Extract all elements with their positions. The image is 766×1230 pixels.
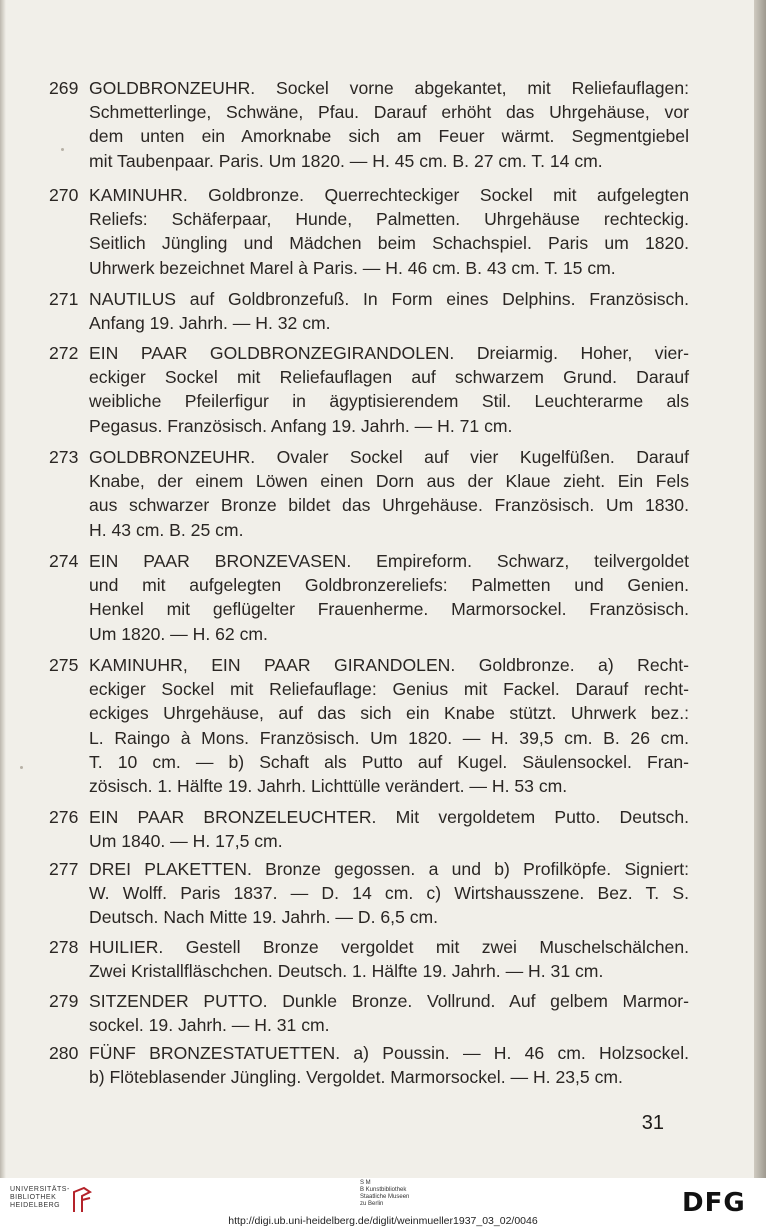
source-url[interactable]: http://digi.ub.uni-heidelberg.de/diglit/weinmueller1937_03_02/0046: [228, 1215, 538, 1227]
entry-line: Um 1820. — H. 62 cm.: [89, 623, 268, 644]
entry-line: W. Wolff. Paris 1837. — D. 14 cm. c) Wirtshausszene. Bez. T. S.: [89, 883, 689, 904]
entry-text: [89, 76, 689, 173]
entry-line: L. Raingo à Mons. Französisch. Um 1820. — H. 39,5 cm. B. 26 cm.: [89, 727, 689, 748]
entry-line: DREI PLAKETTEN. Bronze gegossen. a und b) Profilköpfe. Signiert:: [89, 859, 689, 879]
dfg-logo[interactable]: DFG: [682, 1188, 746, 1218]
entry-number: 272: [49, 343, 79, 363]
entry-line: Seitlich Jüngling und Mädchen beim Schachspiel. Paris um 1820.: [89, 233, 689, 254]
stamp-line: zu Berlin: [360, 1201, 384, 1207]
library-logo-line: UNIVERSITÄTS-: [10, 1186, 70, 1193]
page-number: 31: [641, 1112, 664, 1134]
entry-line: EIN PAAR BRONZELEUCHTER. Mit vergoldetem Putto. Deutsch.: [89, 807, 689, 827]
entry-text: [89, 287, 689, 335]
catalog-entry: [49, 287, 689, 335]
entry-number: 271: [49, 289, 79, 309]
entry-line: Henkel mit geflügelter Frauenherme. Marmorsockel. Französisch.: [89, 599, 689, 620]
page-left-shadow: [0, 0, 6, 1178]
entry-line: Zwei Kristallfläschchen. Deutsch. 1. Hälfte 19. Jahrh. — H. 31 cm.: [89, 961, 604, 982]
entry-line: GOLDBRONZEUHR. Ovaler Sockel auf vier Kugelfüßen. Darauf: [89, 447, 689, 467]
entry-line: EIN PAAR GOLDBRONZEGIRANDOLEN. Dreiarmig. Hoher, vier-: [89, 343, 689, 363]
museum-stamp: [360, 1180, 409, 1208]
entry-line: Reliefs: Schäferpaar, Hunde, Palmetten. Uhrgehäuse rechteckig.: [89, 209, 689, 230]
entry-text: [89, 989, 689, 1037]
stamp-line: Staatliche Museen: [360, 1194, 410, 1200]
library-emblem-icon: [70, 1186, 94, 1214]
entry-line: eckiges Uhrgehäuse, auf das sich ein Knabe stützt. Uhrwerk bez.:: [89, 703, 689, 724]
entry-number: 278: [49, 937, 79, 957]
entry-number: 274: [49, 551, 79, 571]
entry-line: HUILIER. Gestell Bronze vergoldet mit zwei Muschelschälchen.: [89, 937, 689, 957]
catalog-entry: [49, 935, 689, 983]
entry-line: eckiger Sockel mit Reliefauflage: Genius mit Fackel. Darauf recht-: [89, 679, 689, 700]
entry-line: H. 43 cm. B. 25 cm.: [89, 519, 244, 540]
catalog-entry: [49, 76, 689, 173]
entry-text: [89, 183, 689, 280]
entry-text: [89, 857, 689, 930]
entry-text: [89, 549, 689, 646]
page-right-edge: [754, 0, 766, 1178]
entry-line: weibliche Pfeilerfigur in ägyptisierendem Stil. Leuchterarme als: [89, 391, 689, 412]
entry-text: [89, 805, 689, 853]
entry-line: KAMINUHR, EIN PAAR GIRANDOLEN. Goldbronze. a) Recht-: [89, 655, 689, 675]
entry-line: GOLDBRONZEUHR. Sockel vorne abgekantet, mit Reliefauflagen:: [89, 78, 689, 98]
catalog-entry: [49, 805, 689, 853]
catalog-entry: [49, 653, 689, 798]
entry-text: [89, 341, 689, 438]
library-logo-line: BIBLIOTHEK: [10, 1194, 57, 1201]
entry-text: [89, 653, 689, 798]
entry-line: NAUTILUS auf Goldbronzefuß. In Form eines Delphins. Französisch.: [89, 289, 689, 309]
entry-number: 279: [49, 991, 79, 1011]
catalog-entry: [49, 1041, 689, 1089]
entry-line: Uhrwerk bezeichnet Marel à Paris. — H. 46 cm. B. 43 cm. T. 15 cm.: [89, 257, 616, 278]
entry-line: mit Taubenpaar. Paris. Um 1820. — H. 45 cm. B. 27 cm. T. 14 cm.: [89, 150, 603, 171]
catalog-entry: [49, 445, 689, 542]
entry-line: zösisch. 1. Hälfte 19. Jahrh. Lichttülle verändert. — H. 53 cm.: [89, 776, 568, 797]
catalog-entry: [49, 341, 689, 438]
entry-line: dem unten ein Amorknabe sich am Feuer wärmt. Segmentgiebel: [89, 126, 689, 147]
catalog-entry: [49, 183, 689, 280]
entry-number: 275: [49, 655, 79, 675]
entry-line: Um 1840. — H. 17,5 cm.: [89, 831, 283, 852]
entry-line: T. 10 cm. — b) Schaft als Putto auf Kugel. Säulensockel. Fran-: [89, 751, 689, 772]
entry-line: EIN PAAR BRONZEVASEN. Empireform. Schwarz, teilvergoldet: [89, 551, 689, 571]
catalog-entry: [49, 857, 689, 930]
catalog-entry: [49, 989, 689, 1037]
entry-line: eckiger Sockel mit Reliefauflagen auf schwarzem Grund. Darauf: [89, 367, 689, 388]
entry-line: und mit aufgelegten Goldbronzereliefs: Palmetten und Genien.: [89, 575, 689, 596]
library-logo-line: HEIDELBERG: [10, 1202, 61, 1209]
entry-number: 273: [49, 447, 79, 467]
catalog-entry: [49, 549, 689, 646]
university-library-logo[interactable]: [10, 1186, 70, 1210]
entry-text: [89, 1041, 689, 1089]
entry-text: [89, 445, 689, 542]
paper-speck: [61, 148, 64, 151]
entry-line: b) Flöteblasender Jüngling. Vergoldet. Marmorsockel. — H. 23,5 cm.: [89, 1067, 623, 1088]
entry-line: FÜNF BRONZESTATUETTEN. a) Poussin. — H. 46 cm. Holzsockel.: [89, 1043, 689, 1063]
entry-line: sockel. 19. Jahrh. — H. 31 cm.: [89, 1015, 330, 1036]
entry-number: 270: [49, 185, 79, 205]
entry-text: [89, 935, 689, 983]
entry-number: 277: [49, 859, 79, 879]
entry-line: Anfang 19. Jahrh. — H. 32 cm.: [89, 313, 331, 334]
entry-line: KAMINUHR. Goldbronze. Querrechteckiger Sockel mit aufgelegten: [89, 185, 689, 205]
stamp-line: B Kunstbibliothek: [360, 1187, 407, 1193]
entry-number: 280: [49, 1043, 79, 1063]
entry-line: Deutsch. Nach Mitte 19. Jahrh. — D. 6,5 cm.: [89, 907, 439, 928]
paper-speck: [20, 766, 23, 769]
entry-line: Schmetterlinge, Schwäne, Pfau. Darauf erhöht das Uhrgehäuse, vor: [89, 102, 689, 123]
entry-line: aus schwarzer Bronze bildet das Uhrgehäuse. Französisch. Um 1830.: [89, 495, 689, 516]
entry-line: SITZENDER PUTTO. Dunkle Bronze. Vollrund. Auf gelbem Marmor-: [89, 991, 689, 1011]
entry-line: Knabe, der einem Löwen einen Dorn aus der Klaue zieht. Ein Fels: [89, 471, 689, 492]
entry-number: 269: [49, 78, 79, 98]
entry-line: Pegasus. Französisch. Anfang 19. Jahrh. — H. 71 cm.: [89, 415, 513, 436]
stamp-line: S M: [360, 1180, 371, 1186]
entry-number: 276: [49, 807, 79, 827]
